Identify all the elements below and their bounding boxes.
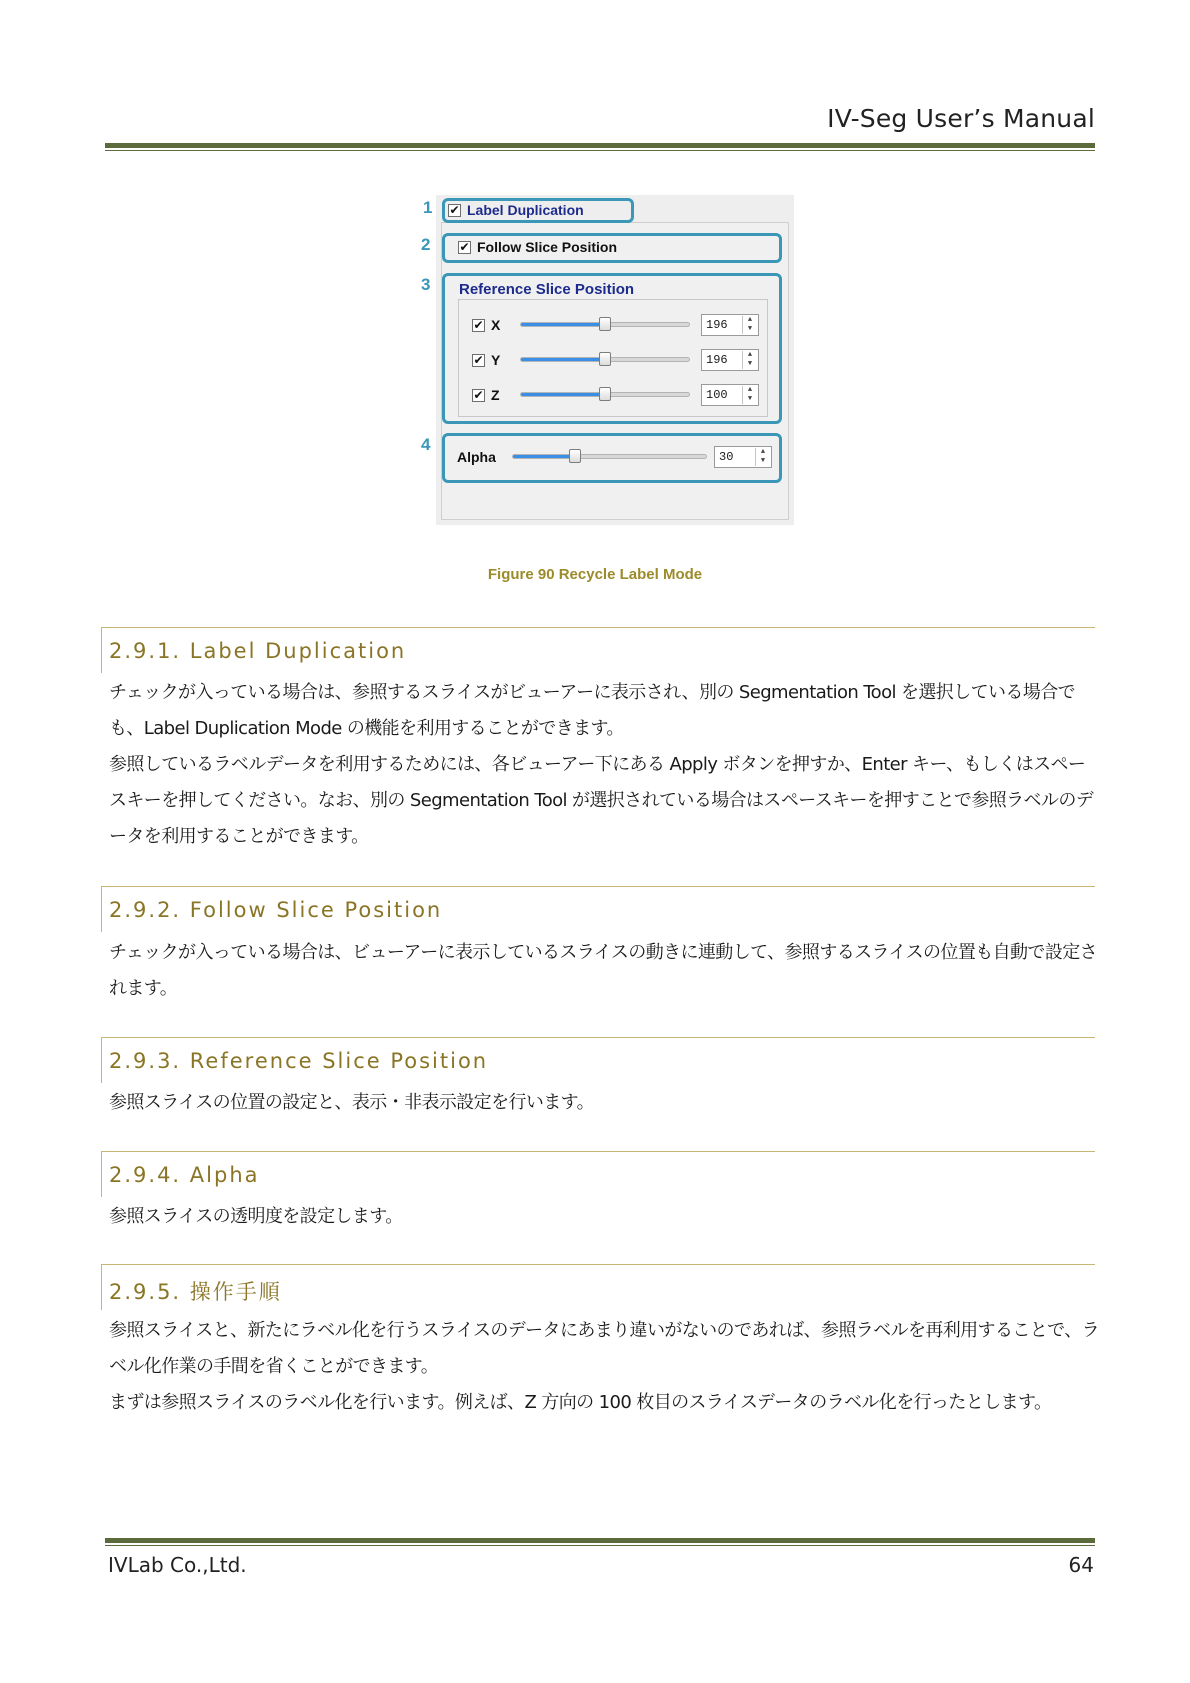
section-heading-procedure [101,1264,1095,1310]
header-rule [105,143,1095,148]
axis-x-label: X [491,317,501,333]
section-heading-label-duplication [101,627,1095,673]
follow-slice-position-label: Follow Slice Position [477,239,618,255]
axis-y-slider-fill [521,358,605,361]
section-title: 2.9.5. 操作手順 [109,1280,282,1304]
section-title: 2.9.4. Alpha [109,1163,260,1187]
axis-x-slider-thumb[interactable] [599,317,611,331]
check-icon: ✔ [473,318,484,332]
alpha-value: 30 [719,450,734,464]
axis-z-slider-thumb[interactable] [599,387,611,401]
axis-z-slider[interactable] [520,392,690,397]
spin-arrows-icon[interactable]: ▲ ▼ [742,386,757,404]
check-icon: ✔ [459,240,470,254]
axis-y-spinbox[interactable] [701,349,759,371]
callout-number-3: 3 [421,275,431,294]
paragraph: 参照スライスの透明度を設定します。 [109,1206,403,1227]
axis-z-value: 100 [706,388,728,402]
figure-caption: Figure 90 Recycle Label Mode [487,566,703,583]
figure-screenshot [421,195,794,525]
check-icon: ✔ [473,353,484,367]
alpha-slider-thumb[interactable] [569,449,581,463]
spin-arrows-icon[interactable]: ▲ ▼ [755,448,770,466]
axis-x-checkbox[interactable] [472,317,500,333]
follow-slice-position-checkbox[interactable] [458,239,617,255]
label-duplication-label: Label Duplication [467,202,584,218]
callout-number-2: 2 [421,235,431,254]
section-heading-reference-slice-position [101,1037,1095,1083]
axis-y-label: Y [491,352,501,368]
callout-number-1: 1 [423,198,433,217]
section-title: 2.9.1. Label Duplication [109,639,407,663]
axis-x-slider-fill [521,323,605,326]
alpha-slider[interactable] [512,454,707,459]
callout-number-4: 4 [421,435,431,454]
axis-y-slider[interactable] [520,357,690,362]
reference-slice-position-title: Reference Slice Position [459,281,635,298]
page-number: 64 [1068,1553,1094,1577]
alpha-label: Alpha [457,449,496,465]
paragraph: チェックが入っている場合は、参照するスライスがビューアーに表示され、別の Segmentation Tool を選択している場合でも、Label Duplication Mode の機能を利用することができます。 [109,682,1076,739]
paragraph: 参照スライスと、新たにラベル化を行うスライスのデータにあまり違いがないのであれば、参照ラベルを再利用することで、ラベル化作業の手間を省くことができます。 [109,1320,1099,1377]
axis-y-value: 196 [706,353,728,367]
axis-z-label: Z [491,387,500,403]
paragraph: まずは参照スライスのラベル化を行います。例えば、Z 方向の 100 枚目のスライスデータのラベル化を行ったとします。 [109,1392,1052,1413]
footer-rule-thin [105,1545,1095,1546]
alpha-spinbox[interactable] [714,446,772,468]
alpha-row [457,449,496,465]
paragraph: 参照スライスの位置の設定と、表示・非表示設定を行います。 [109,1092,595,1113]
axis-z-slider-fill [521,393,605,396]
paragraph: 参照しているラベルデータを利用するためには、各ビューアー下にある Apply ボタンを押すか、Enter キー、もしくはスペースキーを押してください。なお、別の Segmentation Tool が選択されている場合はスペースキーを押すことで参照ラベルのデータを利用することができます。 [109,754,1094,847]
section-title: 2.9.3. Reference Slice Position [109,1049,489,1073]
axis-z-checkbox[interactable] [472,387,500,403]
check-icon: ✔ [473,388,484,402]
axis-y-checkbox[interactable] [472,352,500,368]
alpha-slider-fill [513,455,575,458]
axis-x-slider[interactable] [520,322,690,327]
section-title: 2.9.2. Follow Slice Position [109,898,443,922]
axis-y-slider-thumb[interactable] [599,352,611,366]
spin-arrows-icon[interactable]: ▲ ▼ [742,316,757,334]
label-duplication-checkbox[interactable] [448,202,584,218]
spin-arrows-icon[interactable]: ▲ ▼ [742,351,757,369]
axis-x-value: 196 [706,318,728,332]
axis-z-spinbox[interactable] [701,384,759,406]
check-icon: ✔ [449,203,460,217]
axis-x-spinbox[interactable] [701,314,759,336]
header-rule-thin [105,150,1095,151]
header-title: IV-Seg User’s Manual [827,104,1095,133]
section-heading-follow-slice-position [101,886,1095,932]
footer-rule [105,1538,1095,1543]
footer-company: IVLab Co.,Ltd. [108,1553,247,1577]
section-heading-alpha [101,1151,1095,1197]
paragraph: チェックが入っている場合は、ビューアーに表示しているスライスの動きに連動して、参照するスライスの位置も自動で設定されます。 [109,942,1098,999]
